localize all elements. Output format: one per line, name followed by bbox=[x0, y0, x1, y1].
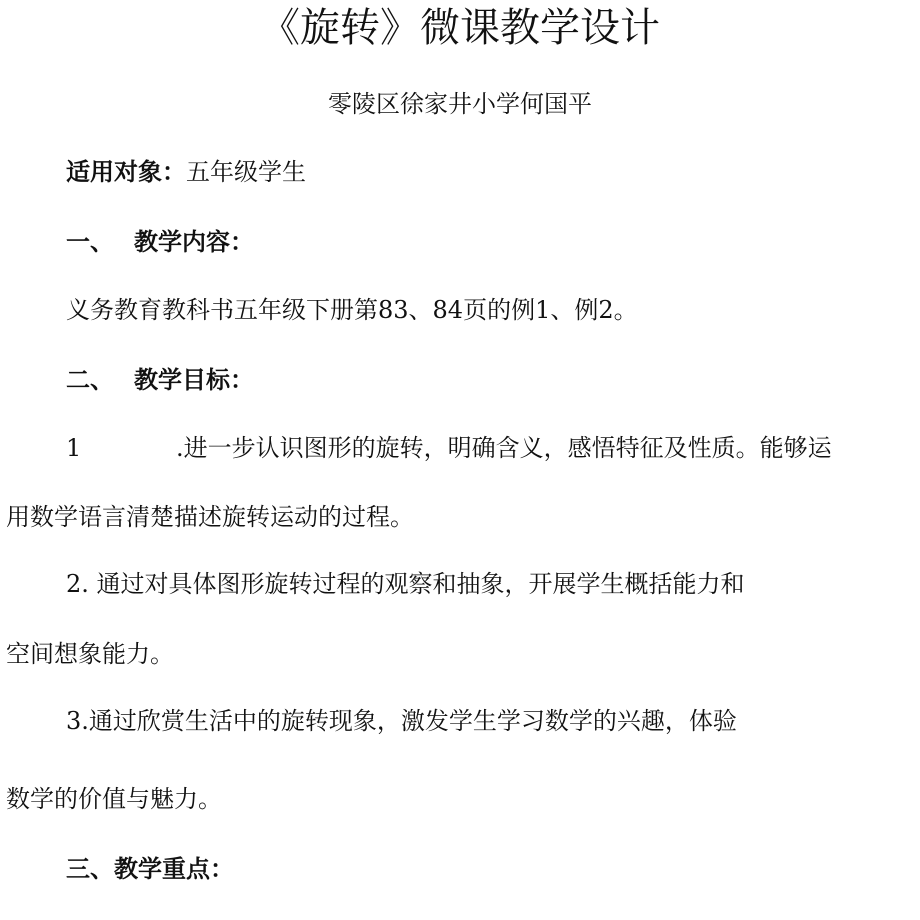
section-number: 一、 bbox=[66, 228, 114, 256]
section-heading-key-points: 三、教学重点： bbox=[66, 855, 234, 883]
audience-value: 五年级学生 bbox=[186, 158, 306, 186]
goal-1-line-1 bbox=[66, 436, 832, 460]
goal-1-line-2: 用数学语言清楚描述旋转运动的过程。 bbox=[6, 503, 414, 531]
goal-2-line-1: 2. 通过对具体图形旋转过程的观察和抽象，开展学生概括能力和 bbox=[66, 570, 745, 598]
goal-3-line-2: 数学的价值与魅力。 bbox=[6, 785, 222, 813]
section-heading-content bbox=[66, 230, 254, 254]
section-title: 教学内容： bbox=[134, 228, 254, 256]
goal-3-line-1: 3.通过欣赏生活中的旋转现象，激发学生学习数学的兴趣，体验 bbox=[66, 707, 737, 735]
audience-label: 适用对象： bbox=[66, 158, 186, 186]
goal-number: 1 bbox=[66, 434, 82, 462]
audience-line bbox=[66, 160, 306, 184]
section-number: 二、 bbox=[66, 366, 114, 394]
goal-2-line-2: 空间想象能力。 bbox=[6, 640, 174, 668]
section-heading-goals bbox=[66, 368, 254, 392]
author-line: 零陵区徐家井小学何国平 bbox=[328, 90, 592, 118]
content-paragraph: 义务教育教科书五年级下册第83、84页的例1、例2。 bbox=[66, 296, 638, 324]
document-title: 《旋转》微课教学设计 bbox=[260, 5, 660, 51]
section-title: 教学目标： bbox=[134, 366, 254, 394]
goal-text: .进一步认识图形的旋转，明确含义，感悟特征及性质。能够运 bbox=[176, 434, 832, 462]
